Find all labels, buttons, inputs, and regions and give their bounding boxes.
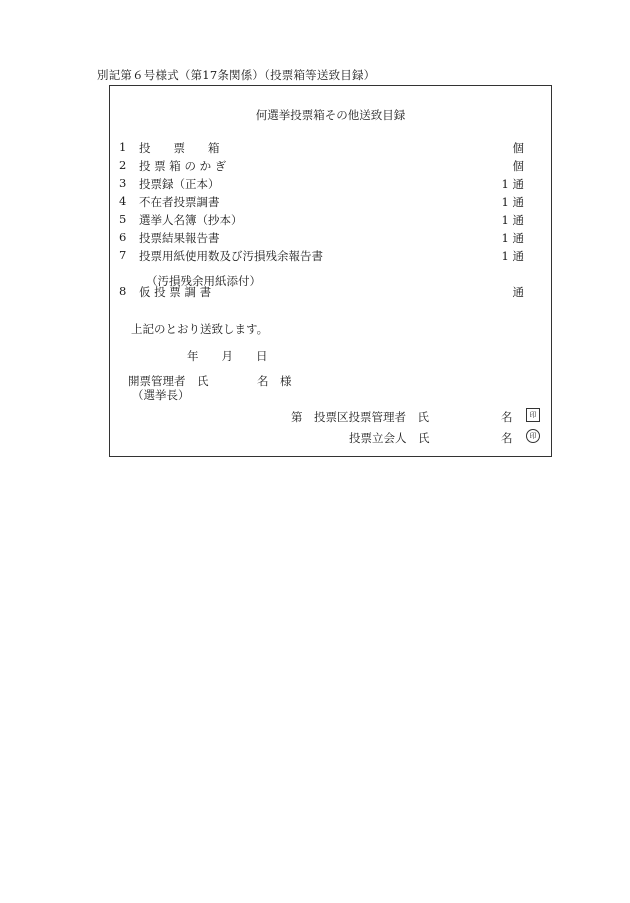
item-number: 1 xyxy=(119,140,127,154)
item-name: 投票録（正本） xyxy=(139,177,220,191)
addressee-note: （選挙長） xyxy=(132,388,190,402)
list-item xyxy=(110,176,551,192)
sender1-name: 名 xyxy=(501,410,513,424)
item7-note: （汚損残余用紙添付） xyxy=(146,274,261,288)
item-name: 選挙人名簿（抄本） xyxy=(139,213,243,227)
item-number: 8 xyxy=(119,284,127,298)
item-number: 6 xyxy=(119,230,127,244)
statement-text: 上記のとおり送致します。 xyxy=(131,322,269,336)
form-heading: 別記第６号様式（第17条関係）（投票箱等送致目録） xyxy=(97,68,376,82)
form-title: 何選挙投票箱その他送致目録 xyxy=(255,108,406,122)
item-quantity: 1 通 xyxy=(501,195,524,209)
addressee-name-suffix: 名 様 xyxy=(257,374,292,388)
list-item xyxy=(110,194,551,210)
item-name: 投 票 箱 の か ぎ xyxy=(139,159,227,173)
addressee-label: 開票管理者 氏 xyxy=(128,374,209,388)
item-number: 5 xyxy=(119,212,127,226)
seal-mark: 印 xyxy=(526,408,540,422)
item-number: 7 xyxy=(119,248,127,262)
seal-mark: 印 xyxy=(526,429,540,443)
item-quantity: 個 xyxy=(512,141,524,155)
item-quantity: 1 通 xyxy=(501,249,524,263)
form-box xyxy=(109,85,552,457)
item-quantity: 個 xyxy=(512,159,524,173)
list-item xyxy=(110,248,551,264)
sender2-name: 名 xyxy=(501,431,513,445)
item-name: 仮 投 票 調 書 xyxy=(139,285,212,299)
item-quantity: 通 xyxy=(512,285,524,299)
item-number: 2 xyxy=(119,158,127,172)
date-line: 年 月 日 xyxy=(187,349,268,363)
item-name: 不在者投票調書 xyxy=(139,195,220,209)
list-item xyxy=(110,212,551,228)
list-item xyxy=(110,140,551,156)
item-name: 投 票 箱 xyxy=(139,141,220,155)
sender2-label: 投票立会人 氏 xyxy=(349,431,430,445)
sender1-label: 第 投票区投票管理者 氏 xyxy=(291,410,429,424)
item-quantity: 1 通 xyxy=(501,177,524,191)
list-item xyxy=(110,230,551,246)
item-number: 4 xyxy=(119,194,127,208)
item-quantity: 1 通 xyxy=(501,213,524,227)
item-name: 投票用紙使用数及び汚損残余報告書 xyxy=(139,249,323,263)
list-item xyxy=(110,158,551,174)
item-name: 投票結果報告書 xyxy=(139,231,220,245)
item-number: 3 xyxy=(119,176,127,190)
item-quantity: 1 通 xyxy=(501,231,524,245)
